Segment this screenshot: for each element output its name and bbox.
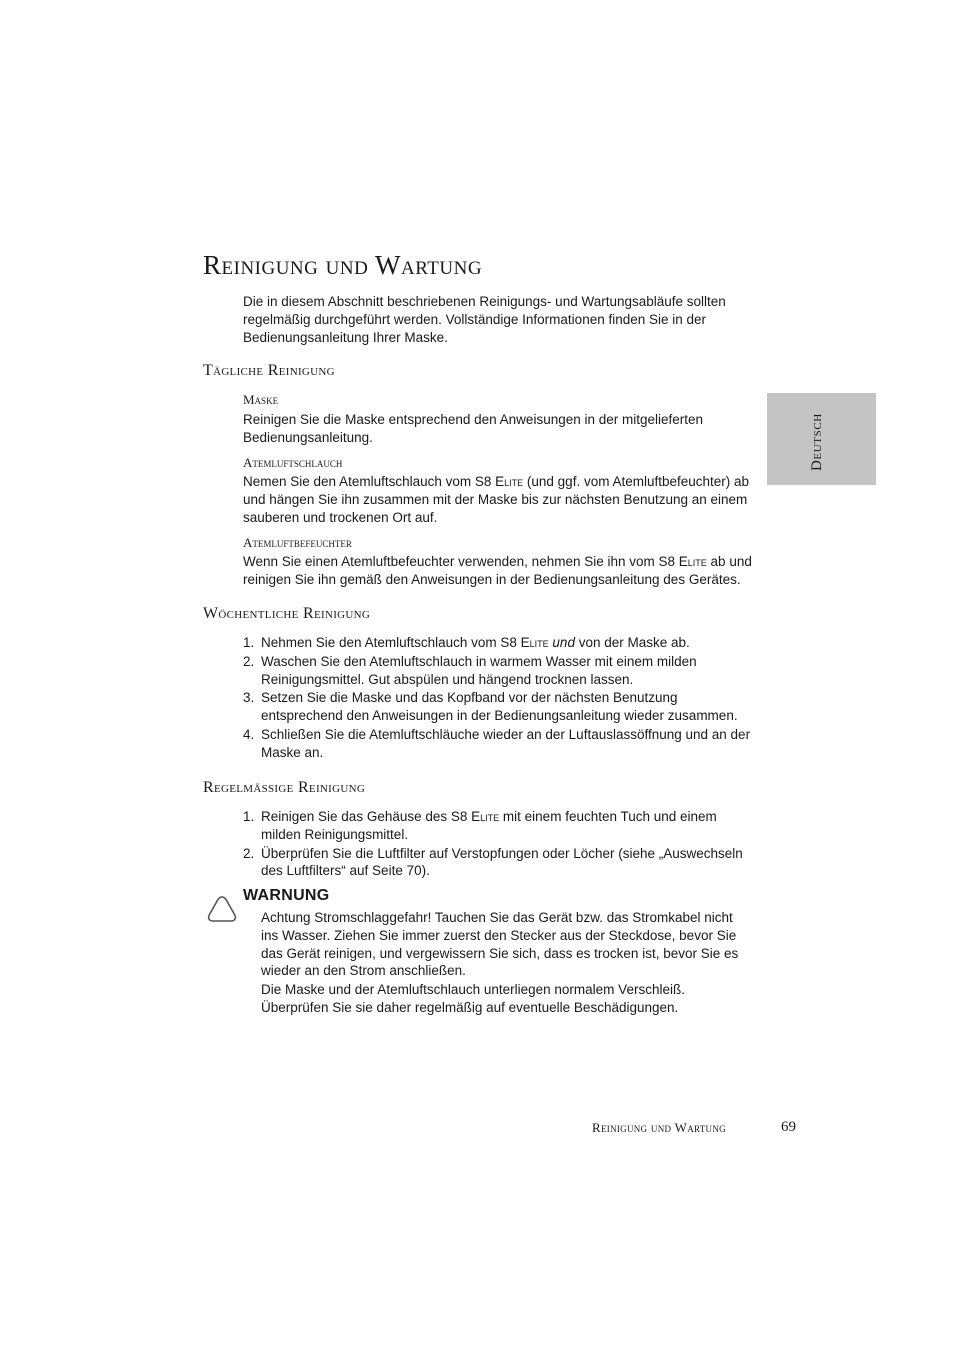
section-heading-daily: Tägliche Reinigung [203,362,335,379]
language-tab-label: Deutsch [809,413,825,471]
intro-paragraph: Die in diesem Abschnitt beschriebenen Reinigungs- und Wartungsabläufe sollten regelmäßig durchgeführt werden. Vollständige Informationen finden Sie in der Bedienungsanleitung Ihrer Maske. [243,294,726,345]
language-tab [767,393,876,485]
product-name: S8 Elite [500,635,549,650]
page-title: Reinigung und Wartung [203,250,483,280]
warning-paragraph-2: Die Maske und der Atemluftschlauch unterliegen normalem Verschleiß. Überprüfen Sie sie daher regelmäßig auf eventuelle Beschädigungen. [261,982,685,1015]
subheading-hose: Atemluftschlauch [243,455,343,470]
list-item: 4. Schließen Sie die Atemluftschläuche wieder an der Luftauslassöffnung und an der Maske an. [243,726,751,760]
humidifier-text-start: Wenn Sie einen Atemluftbefeuchter verwenden, nehmen Sie ihn vom [243,554,659,569]
footer-section-label: Reinigung und Wartung [592,1120,726,1135]
product-name: S8 Elite [450,809,500,824]
regular-steps-list [243,808,753,881]
warning-triangle-icon [206,893,238,925]
subheading-humidifier: Atemluftbefeuchter [243,535,352,550]
section-heading-weekly: Wöchentliche Reinigung [203,605,371,622]
humidifier-paragraph [243,553,753,589]
humidifier-text-end: ab und reinigen Sie ihn gemäß den Anweisungen in der Bedienungsanleitung des Gerätes. [243,554,752,587]
product-name: S8 Elite [474,474,524,489]
page-number: 69 [781,1119,796,1135]
list-item: 3. Setzen Sie die Maske und das Kopfband vor der nächsten Benutzung entsprechend den Anweisungen in der Bedienungsanleitung wieder zusammen. [243,690,738,724]
hose-paragraph [243,473,753,526]
section-heading-regular: Regelmässige Reinigung [203,779,366,796]
warning-paragraph-1: Achtung Stromschlaggefahr! Tauchen Sie das Gerät bzw. das Stromkabel nicht ins Wasser. Ziehen Sie immer zuerst den Stecker aus der Steckdose, bevor Sie das Gerät reinigen, und vergewissern Sie sich, dass es trocken ist, bevor Sie es wieder an den Strom anschließen. [261,910,739,979]
list-item: 2. Überprüfen Sie die Luftfilter auf Verstopfungen oder Löcher (siehe „Auswechseln des Luftfilters“ auf Seite 70). [243,845,743,879]
warning-title: WARNUNG [243,887,330,904]
hose-text-start: Nemen Sie den Atemluftschlauch vom [243,474,475,489]
list-item: 2. Waschen Sie den Atemluftschlauch in warmem Wasser mit einem milden Reinigungsmittel. Gut abspülen und hängend trocknen lassen. [243,653,697,687]
mask-paragraph: Reinigen Sie die Maske entsprechend den Anweisungen in der mitgelieferten Bedienungsanleitung. [243,412,704,445]
list-item: 1. Reinigen Sie das Gehäuse des S8 Elite mit einem feuchten Tuch und einem milden Reinigungsmittel. [243,809,717,842]
product-name: S8 Elite [658,554,707,569]
list-item: 1. Nehmen Sie den Atemluftschlauch vom S8 Elite und von der Maske ab. [243,635,690,650]
weekly-steps-list [243,634,753,763]
subheading-mask: Maske [243,392,279,407]
hose-text-end: (und ggf. vom Atemluftbefeuchter) ab und hängen Sie ihn zusammen mit der Maske bis zur nächsten Benutzung an einem sauberen und trockenen Ort auf. [243,474,750,525]
